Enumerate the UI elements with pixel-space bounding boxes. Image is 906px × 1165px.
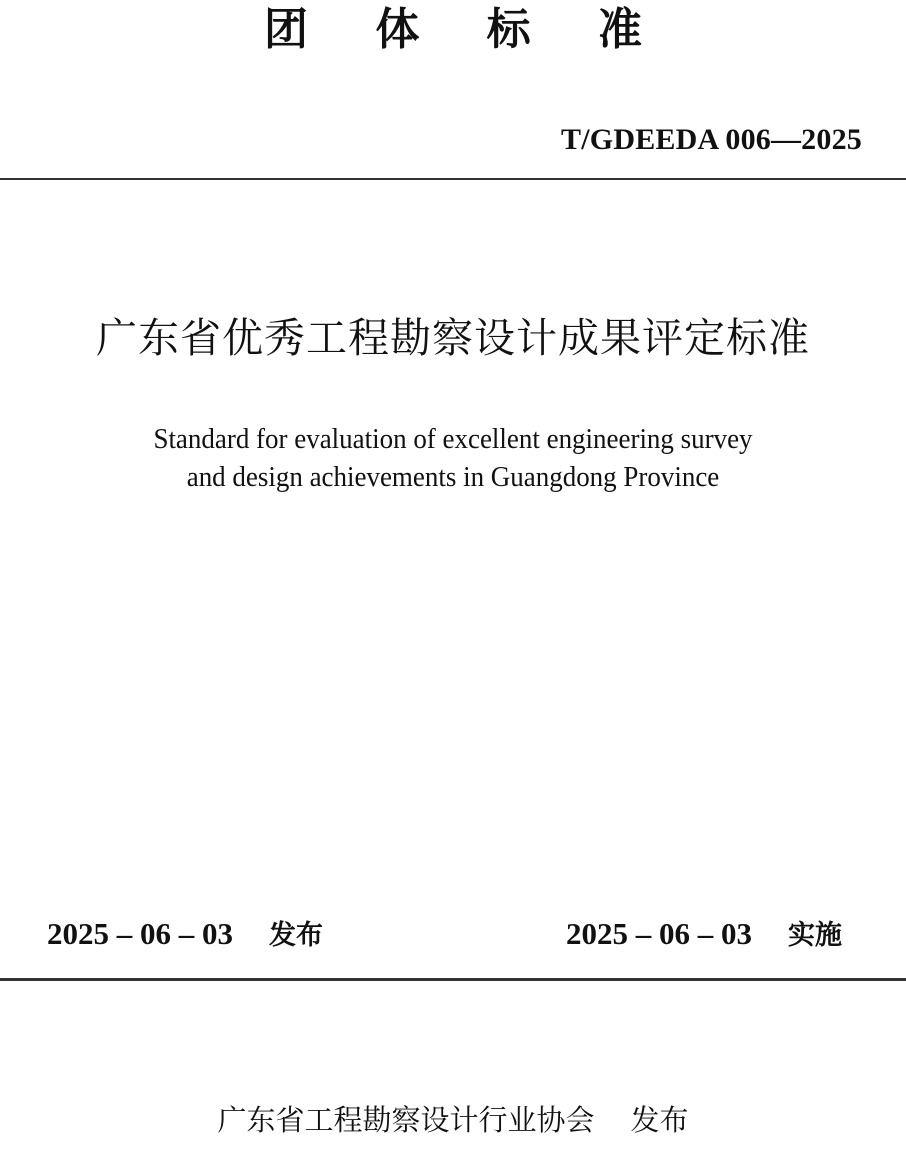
document-title-chinese: 广东省优秀工程勘察设计成果评定标准	[96, 314, 810, 362]
english-title-line-1: Standard for evaluation of excellent engineering survey	[153, 423, 753, 455]
english-title-line-2: and design achievements in Guangdong Province	[186, 461, 720, 493]
bottom-divider	[0, 978, 906, 981]
implement-date-block	[566, 912, 842, 958]
publisher-line	[0, 1098, 906, 1142]
issue-label: 发布	[269, 920, 323, 951]
document-category-heading: 团 体 标 准	[264, 4, 668, 55]
document-title-english	[32, 420, 875, 496]
publish-label: 发布	[630, 1103, 689, 1137]
top-divider	[0, 178, 906, 180]
standard-number: T/GDEEDA 006—2025	[561, 123, 862, 156]
implement-date: 2025 – 06 – 03	[566, 916, 752, 951]
implement-label: 实施	[788, 920, 842, 951]
publisher-name: 广东省工程勘察设计行业协会	[217, 1103, 595, 1137]
issue-date: 2025 – 06 – 03	[47, 916, 233, 951]
issue-date-block	[47, 912, 323, 958]
